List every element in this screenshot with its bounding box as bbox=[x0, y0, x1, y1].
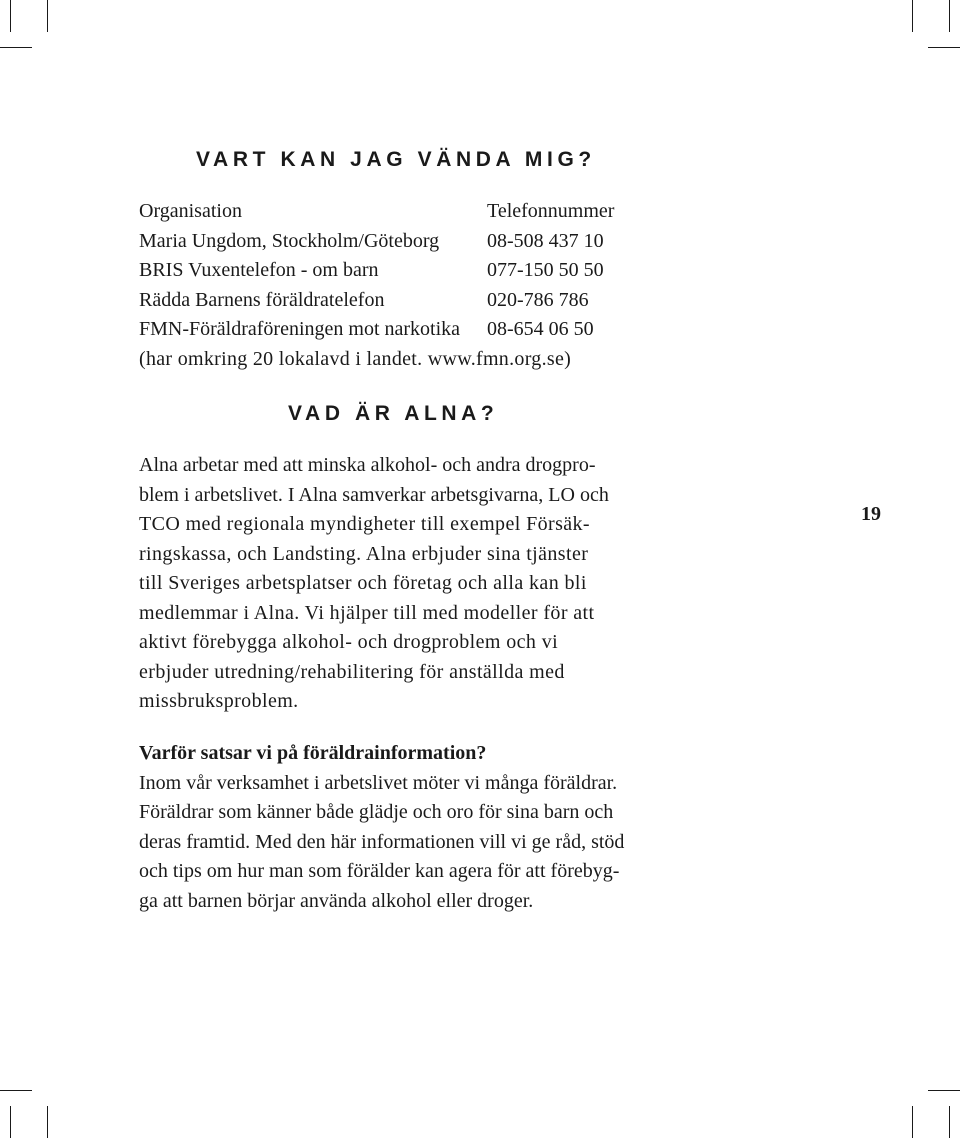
contacts-heading: VART KAN JAG VÄNDA MIG? bbox=[196, 148, 596, 171]
paragraph-line: Föräldrar som känner både glädje och oro för sina barn och bbox=[139, 801, 614, 823]
paragraph-line: aktivt förebygga alkohol- och drogproblem och vi bbox=[139, 631, 559, 653]
crop-mark bbox=[928, 1090, 960, 1091]
contact-row bbox=[139, 256, 659, 286]
paragraph-line: till Sveriges arbetsplatser och företag och alla kan bli bbox=[139, 572, 587, 594]
alna-heading: VAD ÄR ALNA? bbox=[288, 402, 499, 425]
phone-number: 077-150 50 50 bbox=[487, 259, 604, 281]
crop-mark bbox=[10, 1106, 11, 1138]
contacts-table bbox=[139, 197, 659, 374]
contacts-header-row bbox=[139, 197, 659, 227]
parent-information-section bbox=[139, 739, 639, 916]
organisation-name: Maria Ungdom, Stockholm/Göteborg bbox=[139, 229, 440, 252]
page-number: 19 bbox=[861, 503, 881, 525]
crop-mark bbox=[0, 47, 32, 48]
crop-mark bbox=[47, 1106, 48, 1138]
section-subheading: Varför satsar vi på föräldrainformation? bbox=[139, 742, 487, 764]
crop-mark bbox=[949, 0, 950, 32]
organisation-column-header: Organisation bbox=[139, 200, 242, 222]
paragraph-line: och tips om hur man som förälder kan agera för att förebyg- bbox=[139, 860, 620, 882]
crop-mark bbox=[0, 1090, 32, 1091]
paragraph-line: missbruksproblem. bbox=[139, 690, 299, 712]
phone-number: 020-786 786 bbox=[487, 288, 589, 311]
paragraph-line: blem i arbetslivet. I Alna samverkar arbetsgivarna, LO och bbox=[139, 483, 609, 506]
crop-mark bbox=[912, 0, 913, 32]
paragraph-line: Alna arbetar med att minska alkohol- och andra drogpro- bbox=[139, 454, 596, 476]
crop-mark bbox=[928, 47, 960, 48]
alna-paragraph bbox=[139, 451, 639, 717]
paragraph-line: medlemmar i Alna. Vi hjälper till med modeller för att bbox=[139, 601, 595, 624]
phone-number: 08-654 06 50 bbox=[487, 318, 594, 340]
organisation-name: BRIS Vuxentelefon - om barn bbox=[139, 259, 379, 281]
contact-row bbox=[139, 286, 659, 316]
paragraph-line: erbjuder utredning/rehabilitering för anställda med bbox=[139, 660, 565, 683]
paragraph-line: TCO med regionala myndigheter till exempel Försäk- bbox=[139, 513, 590, 535]
paragraph-line: ga att barnen börjar använda alkohol eller droger. bbox=[139, 889, 534, 912]
contact-row bbox=[139, 227, 659, 257]
phone-number: 08-508 437 10 bbox=[487, 229, 604, 252]
contacts-note: (har omkring 20 lokalavd i landet. www.fmn.org.se) bbox=[139, 347, 572, 370]
contact-row bbox=[139, 315, 659, 345]
crop-mark bbox=[10, 0, 11, 32]
crop-mark bbox=[949, 1106, 950, 1138]
paragraph-line: Inom vår verksamhet i arbetslivet möter vi många föräldrar. bbox=[139, 771, 618, 794]
paragraph-line: ringskassa, och Landsting. Alna erbjuder sina tjänster bbox=[139, 542, 589, 565]
organisation-name: FMN-Föräldraföreningen mot narkotika bbox=[139, 318, 461, 340]
crop-mark bbox=[912, 1106, 913, 1138]
paragraph-line: deras framtid. Med den här informationen vill vi ge råd, stöd bbox=[139, 830, 625, 853]
crop-mark bbox=[47, 0, 48, 32]
organisation-name: Rädda Barnens föräldratelefon bbox=[139, 288, 385, 311]
phone-column-header: Telefonnummer bbox=[487, 200, 615, 222]
